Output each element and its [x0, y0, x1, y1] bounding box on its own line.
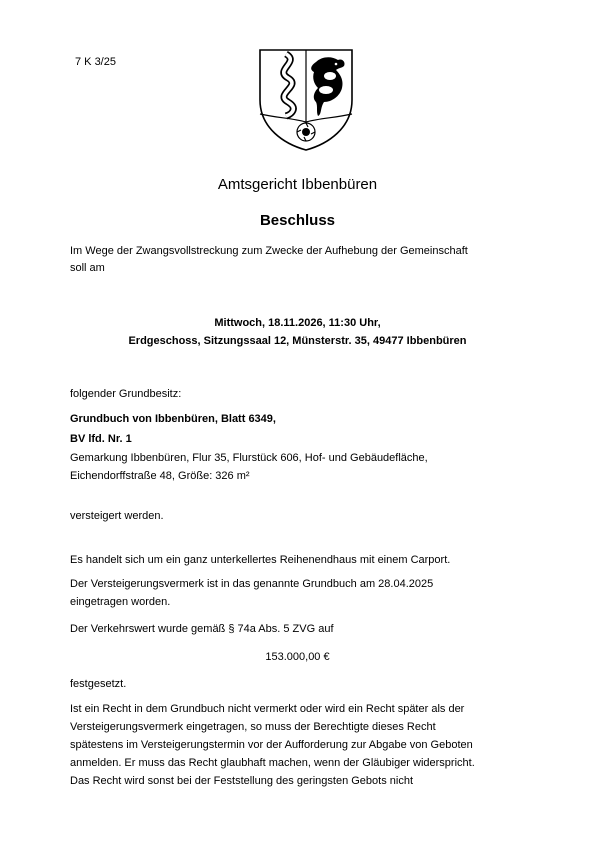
valuation-line: Der Verkehrswert wurde gemäß § 74a Abs. 5 ZVG auf — [70, 623, 334, 635]
rights-notice-line-5: Das Recht wird sonst bei der Feststellung des geringsten Gebots nicht — [70, 775, 414, 787]
intro-line-1: Im Wege der Zwangsvollstreckung zum Zwecke der Aufhebung der Gemeinschaft — [70, 245, 468, 257]
intro-line-2: soll am — [70, 262, 105, 274]
property-description: Es handelt sich um ein ganz unterkellertes Reihenendhaus mit einem Carport. — [70, 554, 451, 566]
valuation-set: festgesetzt. — [70, 678, 127, 690]
court-name: Amtsgericht Ibbenbüren — [217, 176, 378, 193]
rights-notice-line-1: Ist ein Recht in dem Grundbuch nicht vermerkt oder wird ein Recht später als der — [70, 703, 465, 715]
registration-line-2: eingetragen worden. — [70, 596, 171, 608]
registration-line-1: Der Versteigerungsvermerk ist in das genannte Grundbuch am 28.04.2025 — [70, 578, 434, 590]
nrw-coat-of-arms-icon — [258, 48, 354, 152]
property-address: Eichendorffstraße 48, Größe: 326 m² — [70, 470, 250, 482]
rights-notice-line-4: anmelden. Er muss das Recht glaubhaft machen, wenn der Gläubiger widerspricht. — [70, 757, 475, 769]
valuation-amount: 153.000,00 € — [265, 651, 330, 663]
rights-notice-line-2: Versteigerungsvermerk eingetragen, so muss der Berechtigte dieses Recht — [70, 721, 436, 733]
inventory-item: BV lfd. Nr. 1 — [70, 433, 132, 445]
appointment-location: Erdgeschoss, Sitzungssaal 12, Münsterstr. 35, 49477 Ibbenbüren — [128, 335, 467, 347]
parcel-description: Gemarkung Ibbenbüren, Flur 35, Flurstück 606, Hof- und Gebäudefläche, — [70, 452, 428, 464]
land-register: Grundbuch von Ibbenbüren, Blatt 6349, — [70, 413, 276, 425]
auctioned-text: versteigert werden. — [70, 510, 164, 522]
appointment-date: Mittwoch, 18.11.2026, 11:30 Uhr, — [214, 317, 381, 329]
property-label: folgender Grundbesitz: — [70, 388, 182, 400]
file-number: 7 K 3/25 — [75, 56, 116, 68]
document-type: Beschluss — [259, 212, 336, 229]
rights-notice-line-3: spätestens im Versteigerungstermin vor der Aufforderung zur Abgabe von Geboten — [70, 739, 473, 751]
